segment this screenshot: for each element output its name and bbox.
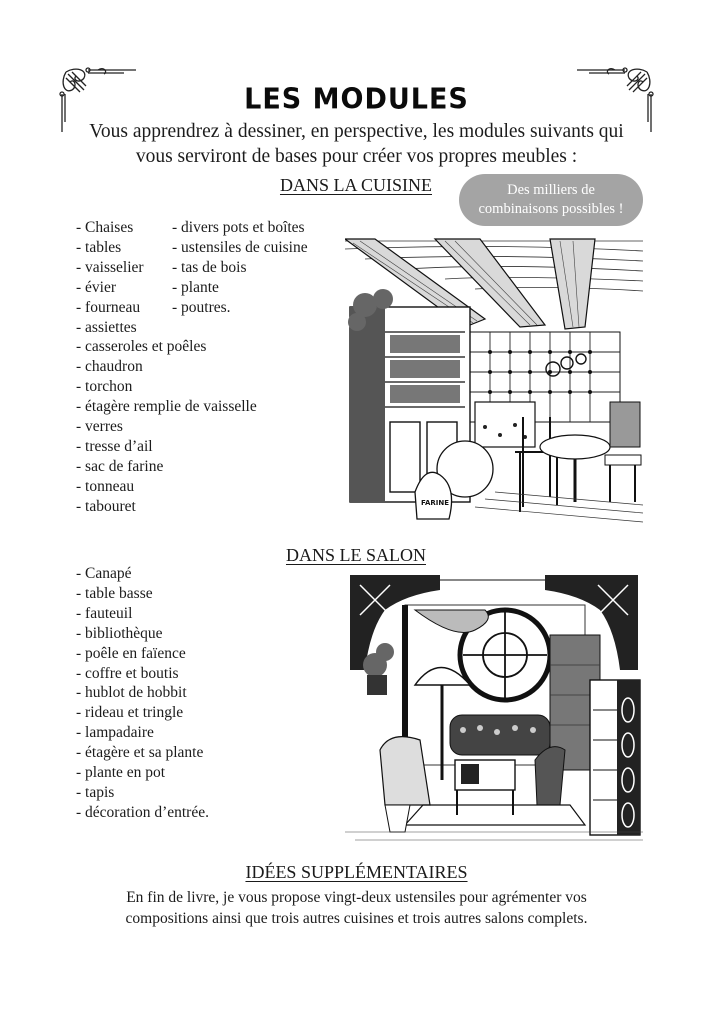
kitchen-list-col2 xyxy=(172,218,308,318)
list-item: - plante en pot xyxy=(76,764,166,782)
salon-heading: DANS LE SALON xyxy=(285,545,426,565)
list-item: - évier xyxy=(76,278,117,296)
list-item: - chaudron xyxy=(76,358,143,376)
list-item: - torchon xyxy=(76,378,133,396)
kitchen-illustration xyxy=(345,237,643,527)
list-item: - fauteuil xyxy=(76,604,133,622)
salon-list xyxy=(76,564,209,823)
list-item: - rideau et tringle xyxy=(76,704,184,722)
list-item: - hublot de hobbit xyxy=(76,684,187,702)
combinations-badge xyxy=(459,174,643,226)
list-item: - plante xyxy=(172,278,219,296)
list-item: - fourneau xyxy=(76,298,141,316)
list-item: - étagère remplie de vaisselle xyxy=(76,398,257,416)
extras-heading: IDÉES SUPPLÉMENTAIRES xyxy=(245,862,468,882)
list-item: - tapis xyxy=(76,783,115,801)
list-item: - vaisselier xyxy=(76,258,144,276)
list-item: - assiettes xyxy=(76,318,137,336)
extras-line-1: En fin de livre, je vous propose vingt-deux ustensiles pour agrémenter vos xyxy=(126,889,587,906)
list-item: - poêle en faïence xyxy=(76,644,186,662)
list-item: - divers pots et boîtes xyxy=(172,219,305,236)
list-item: - tables xyxy=(76,238,122,256)
list-item: - tonneau xyxy=(76,477,135,495)
badge-line-1: Des milliers de xyxy=(507,182,595,198)
list-item: - coffre et boutis xyxy=(76,664,179,682)
list-item: - décoration d’entrée. xyxy=(76,803,209,821)
list-item: - étagère et sa plante xyxy=(76,744,204,762)
intro-line-2: vous serviront de bases pour créer vos propres meubles : xyxy=(135,146,578,167)
list-item: - Chaises xyxy=(76,219,134,236)
list-item: - tresse d’ail xyxy=(76,437,153,455)
list-item: - verres xyxy=(76,418,123,436)
kitchen-heading: DANS LA CUISINE xyxy=(279,175,432,195)
page-title: LES MODULES xyxy=(244,83,469,116)
list-item: - casseroles et poêles xyxy=(76,338,207,356)
list-item: - ustensiles de cuisine xyxy=(172,238,308,256)
list-item: - poutres. xyxy=(172,298,231,316)
list-item: - tabouret xyxy=(76,497,136,515)
list-item: - sac de farine xyxy=(76,457,164,475)
flour-sack-label: FARINE xyxy=(421,499,450,507)
list-item: - table basse xyxy=(76,584,153,602)
extras-text xyxy=(60,887,653,929)
list-item: - bibliothèque xyxy=(76,624,163,642)
intro-text xyxy=(60,119,653,169)
list-item: - tas de bois xyxy=(172,258,247,276)
salon-illustration xyxy=(345,570,643,845)
list-item: - lampadaire xyxy=(76,724,154,742)
intro-line-1: Vous apprendrez à dessiner, en perspective, les modules suivants qui xyxy=(89,121,624,142)
badge-line-2: combinaisons possibles ! xyxy=(478,201,624,217)
extras-line-2: compositions ainsi que trois autres cuisines et trois autres salons complets. xyxy=(125,910,588,927)
list-item: - Canapé xyxy=(76,565,132,582)
